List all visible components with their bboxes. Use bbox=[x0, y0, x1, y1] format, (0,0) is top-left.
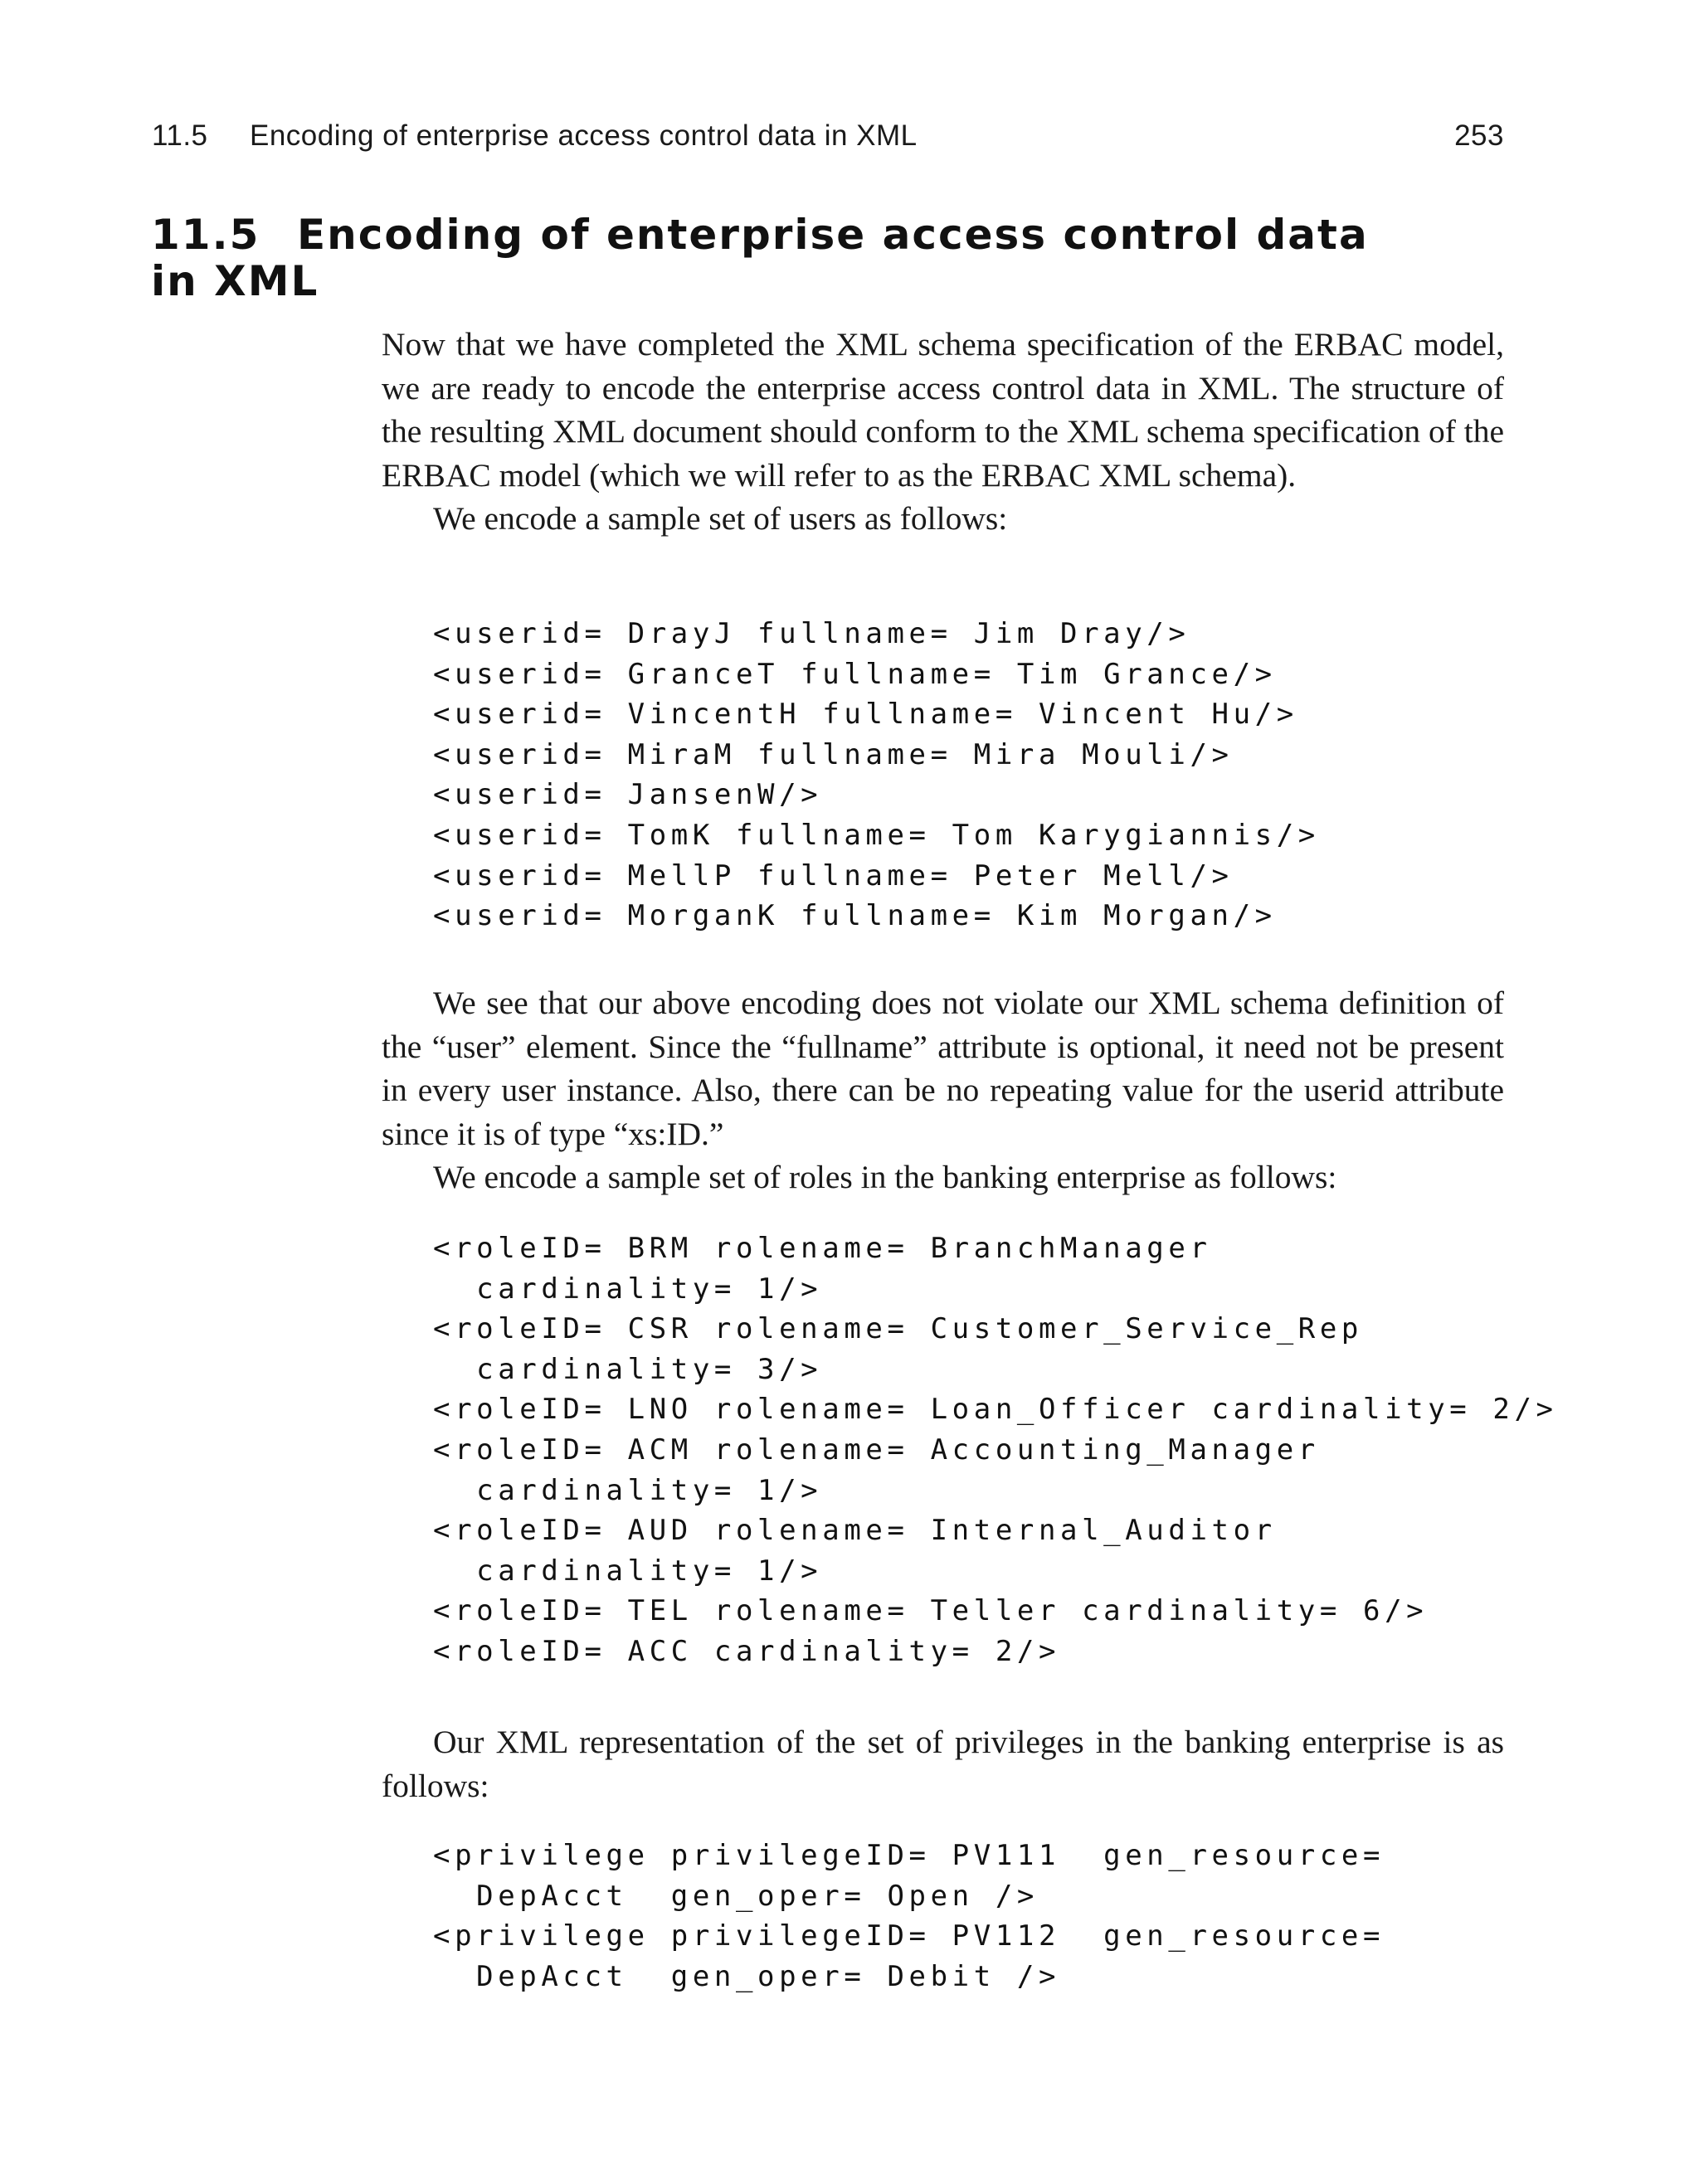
code-line: <roleID= CSR rolename= Customer_Service_Rep bbox=[433, 1312, 1363, 1346]
code-line: <roleID= ACC cardinality= 2/> bbox=[433, 1634, 1061, 1668]
code-line: <userid= JansenW/> bbox=[433, 778, 823, 812]
code-line: <userid= MorganK fullname= Kim Morgan/> bbox=[433, 899, 1277, 933]
code-line: DepAcct gen_oper= Debit /> bbox=[433, 1959, 1061, 1993]
code-line: <userid= VincentH fullname= Vincent Hu/> bbox=[433, 698, 1298, 732]
code-line: <userid= DrayJ fullname= Jim Dray/> bbox=[433, 617, 1190, 650]
code-line: <roleID= BRM rolename= BranchManager bbox=[433, 1232, 1212, 1265]
code-line: <userid= MiraM fullname= Mira Mouli/> bbox=[433, 737, 1234, 771]
roles-code-listing bbox=[433, 1228, 1558, 1672]
code-line: cardinality= 1/> bbox=[433, 1554, 823, 1588]
section-heading bbox=[151, 212, 1395, 304]
code-line: cardinality= 1/> bbox=[433, 1272, 823, 1306]
code-line: <userid= MellP fullname= Peter Mell/> bbox=[433, 859, 1234, 893]
privileges-lead-block bbox=[382, 1720, 1504, 1807]
section-title-line1: Encoding of enterprise access control data bbox=[297, 211, 1369, 259]
code-line: <roleID= AUD rolename= Internal_Auditor bbox=[433, 1514, 1277, 1548]
roles-lead-paragraph: We encode a sample set of roles in the banking enterprise as follows: bbox=[433, 1159, 1337, 1195]
page-number: 253 bbox=[1454, 119, 1504, 152]
code-line: DepAcct gen_oper= Open /> bbox=[433, 1879, 1039, 1913]
privileges-code-listing bbox=[433, 1836, 1385, 1997]
intro-block bbox=[382, 323, 1504, 541]
section-title-line2: in XML bbox=[151, 257, 319, 305]
section-number: 11.5 bbox=[151, 211, 260, 259]
users-code-listing bbox=[433, 614, 1320, 936]
code-line: <roleID= TEL rolename= Teller cardinality= 6/> bbox=[433, 1594, 1429, 1628]
code-line: cardinality= 3/> bbox=[433, 1352, 823, 1386]
running-head-section-number: 11.5 bbox=[152, 119, 208, 152]
code-line: <roleID= LNO rolename= Loan_Officer cardinality= 2/> bbox=[433, 1393, 1558, 1427]
code-line: <userid= GranceT fullname= Tim Grance/> bbox=[433, 657, 1277, 691]
users-note-block bbox=[382, 981, 1504, 1199]
code-line: cardinality= 1/> bbox=[433, 1473, 823, 1507]
users-note-paragraph: We see that our above encoding does not violate our XML schema definition of the “user” element. Since the “fullname” attribute is optional, it need not be present in every user instance. Also, there can be no repeating value for the userid attribute since it is of type “xs:ID.” bbox=[382, 985, 1504, 1152]
code-line: <privilege privilegeID= PV111 gen_resource= bbox=[433, 1839, 1385, 1872]
intro-paragraph: Now that we have completed the XML schema specification of the ERBAC model, we are ready to encode the enterprise access control data in XML. The structure of the resulting XML document should conform to the XML schema specification of the ERBAC model (which we will refer to as the ERBAC XML schema). bbox=[382, 326, 1504, 494]
running-head-title: Encoding of enterprise access control data in XML bbox=[250, 119, 918, 152]
code-line: <userid= TomK fullname= Tom Karygiannis/> bbox=[433, 818, 1320, 852]
users-lead-paragraph: We encode a sample set of users as follows: bbox=[433, 500, 1008, 537]
privileges-lead-paragraph: Our XML representation of the set of privileges in the banking enterprise is as follows: bbox=[382, 1724, 1504, 1804]
code-line: <privilege privilegeID= PV112 gen_resource= bbox=[433, 1919, 1385, 1953]
code-line: <roleID= ACM rolename= Accounting_Manager bbox=[433, 1432, 1320, 1467]
